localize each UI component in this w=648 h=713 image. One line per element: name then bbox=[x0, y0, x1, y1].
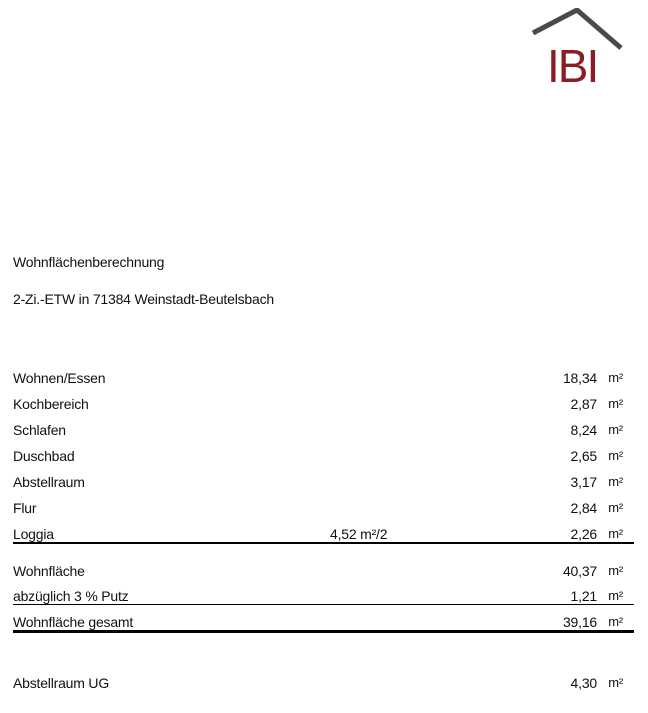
extra-area: 4,30 bbox=[570, 675, 597, 691]
room-note: 4,52 m²/2 bbox=[330, 526, 388, 542]
room-row bbox=[13, 496, 623, 522]
room-row bbox=[13, 470, 623, 496]
ibi-logo bbox=[530, 8, 624, 86]
area-unit: m² bbox=[608, 396, 623, 411]
total-label: Wohnfläche gesamt bbox=[13, 614, 134, 630]
room-label: Schlafen bbox=[13, 422, 66, 438]
deduction-row bbox=[13, 584, 623, 610]
room-area: 2,65 bbox=[570, 448, 597, 464]
subtotal-row bbox=[13, 559, 623, 585]
room-label: Flur bbox=[13, 500, 37, 516]
room-area: 3,17 bbox=[570, 474, 597, 490]
room-label: Wohnen/Essen bbox=[13, 370, 106, 386]
area-unit: m² bbox=[608, 422, 623, 437]
area-unit: m² bbox=[608, 675, 623, 690]
room-area: 2,87 bbox=[570, 396, 597, 412]
extra-label: Abstellraum UG bbox=[13, 675, 110, 691]
room-label: Duschbad bbox=[13, 448, 75, 464]
area-unit: m² bbox=[608, 500, 623, 515]
divider bbox=[13, 630, 634, 633]
extra-row bbox=[13, 671, 623, 697]
area-unit: m² bbox=[608, 563, 623, 578]
room-row bbox=[13, 366, 623, 392]
room-area: 8,24 bbox=[570, 422, 597, 438]
subtotal-area: 40,37 bbox=[562, 563, 597, 579]
room-row bbox=[13, 418, 623, 444]
room-row bbox=[13, 392, 623, 418]
room-label: Loggia bbox=[13, 526, 54, 542]
deduction-label: abzüglich 3 % Putz bbox=[13, 588, 129, 604]
page-title: Wohnflächenberechnung bbox=[13, 254, 165, 270]
property-subtitle: 2-Zi.-ETW in 71384 Weinstadt-Beutelsbach bbox=[13, 291, 274, 307]
deduction-area: 1,21 bbox=[570, 588, 597, 604]
room-row bbox=[13, 522, 623, 548]
divider bbox=[13, 604, 634, 605]
area-unit: m² bbox=[608, 614, 623, 629]
area-unit: m² bbox=[608, 474, 623, 489]
room-row bbox=[13, 444, 623, 470]
area-unit: m² bbox=[608, 588, 623, 603]
total-area: 39,16 bbox=[562, 614, 597, 630]
logo-text: IBI bbox=[547, 40, 598, 86]
subtotal-label: Wohnfläche bbox=[13, 563, 85, 579]
room-area: 18,34 bbox=[562, 370, 597, 386]
room-label: Abstellraum bbox=[13, 474, 85, 490]
area-unit: m² bbox=[608, 526, 623, 541]
room-area: 2,84 bbox=[570, 500, 597, 516]
divider bbox=[13, 542, 634, 544]
room-area: 2,26 bbox=[570, 526, 597, 542]
room-label: Kochbereich bbox=[13, 396, 89, 412]
area-unit: m² bbox=[608, 370, 623, 385]
area-unit: m² bbox=[608, 448, 623, 463]
